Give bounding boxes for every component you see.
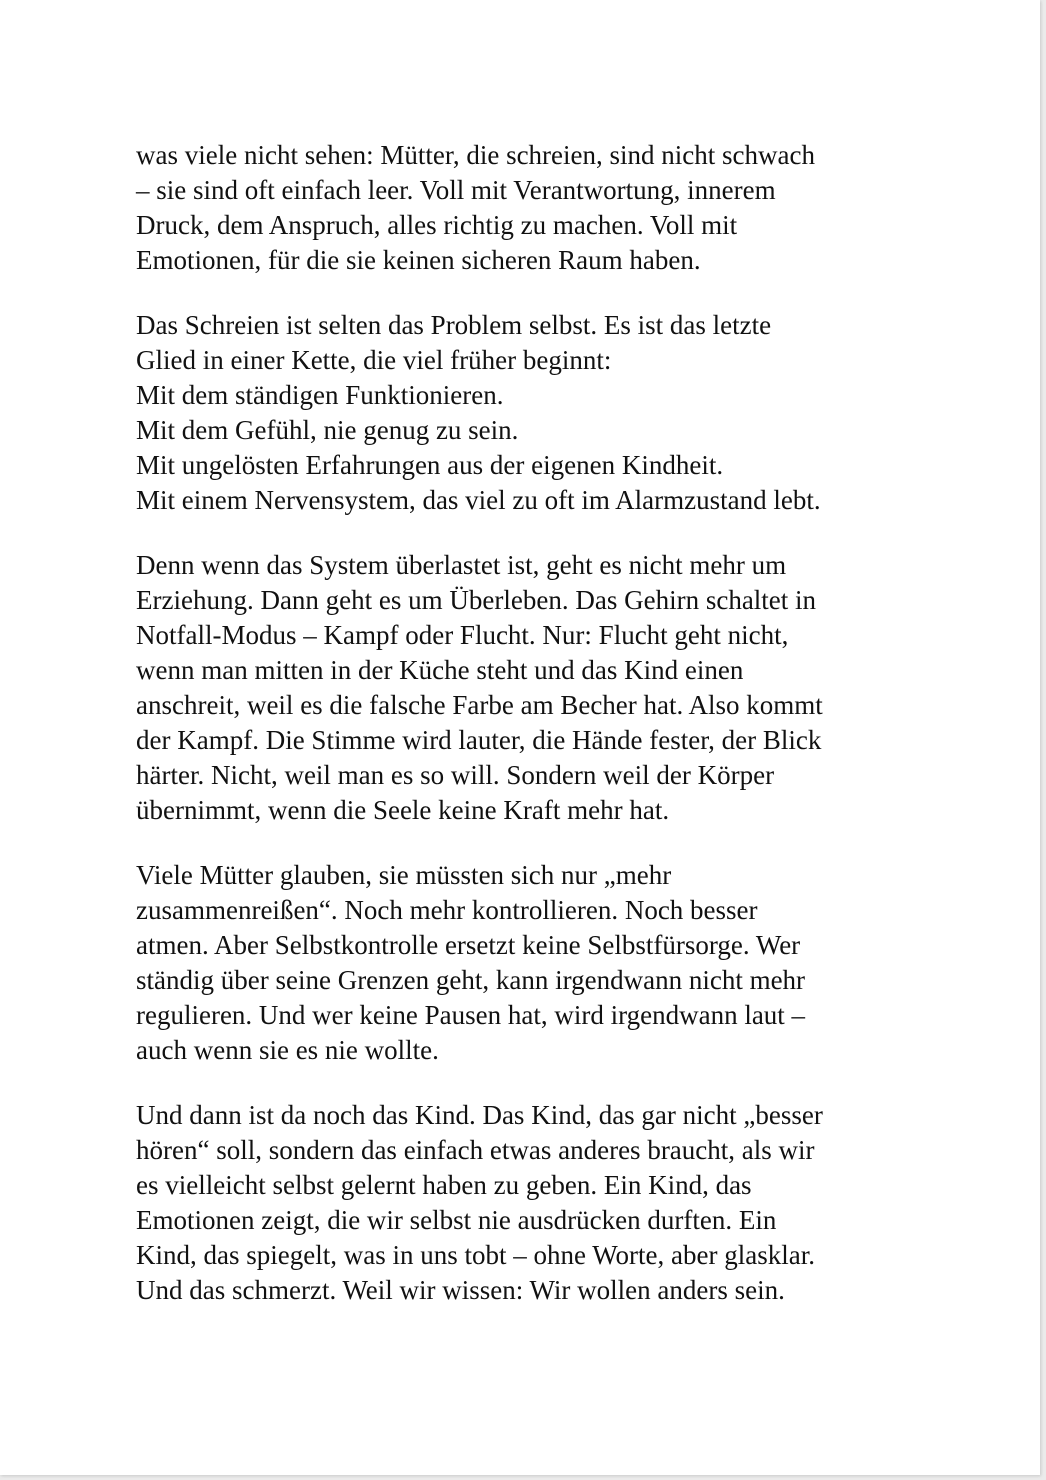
paragraph-3 xyxy=(136,548,936,828)
text-line: übernimmt, wenn die Seele keine Kraft mehr hat. xyxy=(136,795,670,825)
paragraph-1 xyxy=(136,138,936,278)
paragraph-5 xyxy=(136,1098,936,1308)
text-line: Mit ungelösten Erfahrungen aus der eigenen Kindheit. xyxy=(136,450,724,480)
text-line: Emotionen, für die sie keinen sicheren Raum haben. xyxy=(136,245,701,275)
text-line: wenn man mitten in der Küche steht und das Kind einen xyxy=(136,655,744,685)
text-line: Kind, das spiegelt, was in uns tobt – ohne Worte, aber glasklar. xyxy=(136,1240,815,1270)
text-line: Emotionen zeigt, die wir selbst nie ausdrücken durften. Ein xyxy=(136,1205,777,1235)
text-line: Und das schmerzt. Weil wir wissen: Wir wollen anders sein. xyxy=(136,1275,785,1305)
text-line: zusammenreißen“. Noch mehr kontrollieren. Noch besser xyxy=(136,895,758,925)
text-line: atmen. Aber Selbstkontrolle ersetzt keine Selbstfürsorge. Wer xyxy=(136,930,801,960)
text-line: Denn wenn das System überlastet ist, geht es nicht mehr um xyxy=(136,550,787,580)
text-line: regulieren. Und wer keine Pausen hat, wird irgendwann laut – xyxy=(136,1000,806,1030)
text-line: Erziehung. Dann geht es um Überleben. Das Gehirn schaltet in xyxy=(136,585,817,615)
document-body xyxy=(136,138,936,1338)
paragraph-2 xyxy=(136,308,936,518)
text-line: Notfall-Modus – Kampf oder Flucht. Nur: Flucht geht nicht, xyxy=(136,620,789,650)
text-line: der Kampf. Die Stimme wird lauter, die Hände fester, der Blick xyxy=(136,725,822,755)
text-line: Glied in einer Kette, die viel früher beginnt: xyxy=(136,345,612,375)
text-line: Mit dem Gefühl, nie genug zu sein. xyxy=(136,415,519,445)
text-line: was viele nicht sehen: Mütter, die schreien, sind nicht schwach xyxy=(136,140,815,170)
text-line: ständig über seine Grenzen geht, kann irgendwann nicht mehr xyxy=(136,965,806,995)
text-line: Und dann ist da noch das Kind. Das Kind, das gar nicht „besser xyxy=(136,1100,823,1130)
text-line: auch wenn sie es nie wollte. xyxy=(136,1035,439,1065)
text-line: es vielleicht selbst gelernt haben zu geben. Ein Kind, das xyxy=(136,1170,752,1200)
text-line: Druck, dem Anspruch, alles richtig zu machen. Voll mit xyxy=(136,210,738,240)
text-line: – sie sind oft einfach leer. Voll mit Verantwortung, innerem xyxy=(136,175,776,205)
text-line: härter. Nicht, weil man es so will. Sondern weil der Körper xyxy=(136,760,775,790)
text-line: Mit einem Nervensystem, das viel zu oft im Alarmzustand lebt. xyxy=(136,485,821,515)
text-line: Mit dem ständigen Funktionieren. xyxy=(136,380,504,410)
text-line: anschreit, weil es die falsche Farbe am Becher hat. Also kommt xyxy=(136,690,823,720)
paragraph-4 xyxy=(136,858,936,1068)
text-line: Das Schreien ist selten das Problem selbst. Es ist das letzte xyxy=(136,310,772,340)
text-line: Viele Mütter glauben, sie müssten sich nur „mehr xyxy=(136,860,672,890)
text-line: hören“ soll, sondern das einfach etwas anderes braucht, als wir xyxy=(136,1135,815,1165)
